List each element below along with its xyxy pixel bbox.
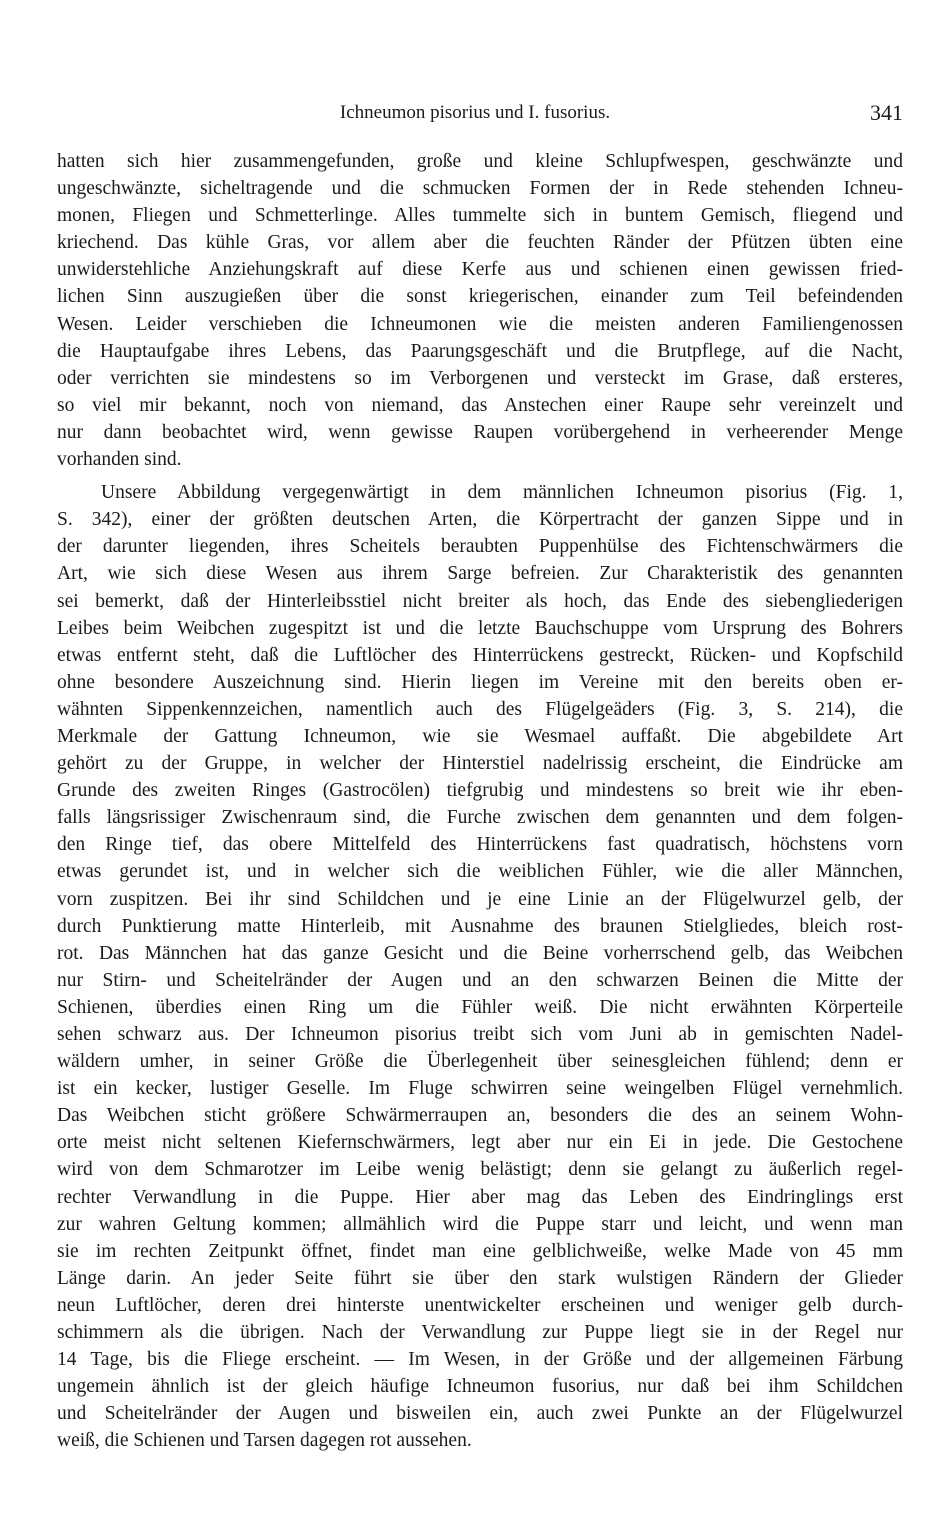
text-line: S. 342), einer der größten deutschen Arten, die Körpertracht der ganzen Sippe und in [57,509,903,531]
text-line: die Hauptaufgabe ihres Lebens, das Paarungsgeschäft und die Brutpflege, auf die Nacht, [57,340,903,362]
text-line: wird von dem Schmarotzer im Leibe wenig belästigt; denn sie gelangt zu äußerlich regel- [57,1159,903,1181]
text-line: ungemein ähnlich ist der gleich häufige Ichneumon fusorius, nur daß bei ihm Schildchen [57,1376,903,1398]
text-line: Schienen, überdies einen Ring um die Fühler weiß. Die nicht erwähnten Körperteile [57,996,903,1018]
text-line: Merkmale der Gattung Ichneumon, wie sie Wesmael auffaßt. Die abgebildete Art [57,725,903,747]
text-line: neun Luftlöcher, deren drei hinterste unentwickelter erscheinen und weniger gelb durch- [57,1294,903,1316]
text-line: rechter Verwandlung in die Puppe. Hier aber mag das Leben des Eindringlings erst [57,1186,903,1208]
text-line: weiß, die Schienen und Tarsen dagegen rot aussehen. [57,1430,472,1452]
text-line: ungeschwänzte, sicheltragende und die schmucken Formen der in Rede stehenden Ichneu- [57,178,903,200]
text-line: und Scheitelränder der Augen und bisweilen ein, auch zwei Punkte an der Flügelwurzel [57,1403,903,1425]
paragraph-1 [57,148,903,473]
text-line: zur wahren Geltung kommen; allmählich wird die Puppe starr und leicht, und wenn man [57,1213,903,1235]
text-line: wähnten Sippenkennzeichen, namentlich auch des Flügelgeäders (Fig. 3, S. 214), die [57,698,903,720]
text-line: orte meist nicht seltenen Kiefernschwärmers, legt aber nur ein Ei in jede. Die Gestochene [57,1132,903,1154]
text-line: wäldern umher, in seiner Größe die Überlegenheit über seinesgleichen fühlend; denn er [57,1051,903,1073]
text-line: falls längsrissiger Zwischenraum sind, die Furche zwischen dem genannten und dem folgen- [57,807,903,829]
text-line: ohne besondere Auszeichnung sind. Hierin liegen im Vereine mit den bereits oben er- [57,671,903,693]
text-line: Wesen. Leider verschieben die Ichneumonen wie die meisten anderen Familiengenossen [57,313,903,335]
text-line: Das Weibchen sticht größere Schwärmerraupen an, besonders die des an seinem Wohn- [57,1105,903,1127]
text-line: vorhanden sind. [57,449,182,471]
text-line: nur Stirn- und Scheitelränder der Augen und an den schwarzen Beinen die Mitte der [57,969,903,991]
running-title: Ichneumon pisorius und I. fusorius. [339,102,611,123]
text-line: Art, wie sich diese Wesen aus ihrem Sarge befreien. Zur Charakteristik des genannten [57,563,903,585]
text-line: gehört zu der Gruppe, in welcher der Hinterstiel nadelrissig erscheint, die Eindrücke am [57,753,903,775]
text-line: vorn zuspitzen. Bei ihr sind Schildchen und je eine Linie an der Flügelwurzel gelb, der [57,888,903,910]
text-line: Leibes beim Weibchen zugespitzt ist und die letzte Bauchschuppe vom Ursprung des Bohrers [57,617,903,639]
text-line: etwas entfernt steht, daß die Luftlöcher des Hinterrückens gestreckt, Rücken- und Kopfschild [57,644,903,666]
text-line: der darunter liegenden, ihres Scheitels beraubten Puppenhülse des Fichtenschwärmers die [57,536,903,558]
paragraph-2 [57,479,903,1454]
text-line: monen, Fliegen und Schmetterlinge. Alles tummelte sich in buntem Gemisch, fliegend und [57,205,903,227]
text-line: nur dann beobachtet wird, wenn gewisse Raupen vorübergehend in verheerender Menge [57,421,903,443]
text-line: rot. Das Männchen hat das ganze Gesicht und die Beine vorherrschend gelb, das Weibchen [57,942,903,964]
text-line: den Ringe tief, das obere Mittelfeld des Hinterrückens fast quadratisch, höchstens vorn [57,834,903,856]
page-body [57,148,903,1455]
text-line: Unsere Abbildung vergegenwärtigt in dem männlichen Ichneumon pisorius (Fig. 1, [101,482,903,504]
text-line: so viel mir bekannt, noch von niemand, das Anstechen einer Raupe sehr vereinzelt und [57,394,903,416]
page-header [0,100,950,130]
text-line: schimmern als die übrigen. Nach der Verwandlung zur Puppe liegt sie in der Regel nur [57,1322,903,1344]
text-line: sehen schwarz aus. Der Ichneumon pisorius treibt sich vom Juni ab in gemischten Nadel- [57,1024,903,1045]
text-line: sei bemerkt, daß der Hinterleibsstiel nicht breiter als hoch, das Ende des siebengliederigen [57,590,903,612]
text-line: ist ein kecker, lustiger Geselle. Im Fluge schwirren seine weingelben Flügel vernehmlich. [57,1078,903,1100]
text-line: kriechend. Das kühle Gras, vor allem aber die feuchten Ränder der Pfützen übten eine [57,232,903,254]
text-line: etwas gerundet ist, und in welcher sich die weiblichen Fühler, wie die aller Männchen, [57,861,903,883]
text-line: sie im rechten Zeitpunkt öffnet, findet man eine gelblichweiße, welke Made von 45 mm [57,1240,903,1262]
text-line: 14 Tage, bis die Fliege erscheint. — Im Wesen, in der Größe und der allgemeinen Färbung [57,1349,903,1371]
text-line: Länge darin. An jeder Seite führt sie über den stark wulstigen Rändern der Glieder [57,1267,903,1289]
text-line: oder verrichten sie mindestens so im Verborgenen und versteckt im Grase, daß ersteres, [57,367,903,389]
text-line: Grunde des zweiten Ringes (Gastrocölen) tiefgrubig und mindestens so breit wie ihr eben- [57,780,903,802]
text-line: unwiderstehliche Anziehungskraft auf diese Kerfe aus und schienen einen gewissen fried- [57,259,903,281]
page-number: 341 [870,100,903,125]
text-line: durch Punktierung matte Hinterleib, mit Ausnahme des braunen Stielgliedes, bleich rost- [57,915,903,937]
text-line: lichen Sinn auszugießen über die sonst kriegerischen, einander zum Teil befeindenden [57,286,903,308]
text-line: hatten sich hier zusammengefunden, große und kleine Schlupfwespen, geschwänzte und [57,151,903,172]
